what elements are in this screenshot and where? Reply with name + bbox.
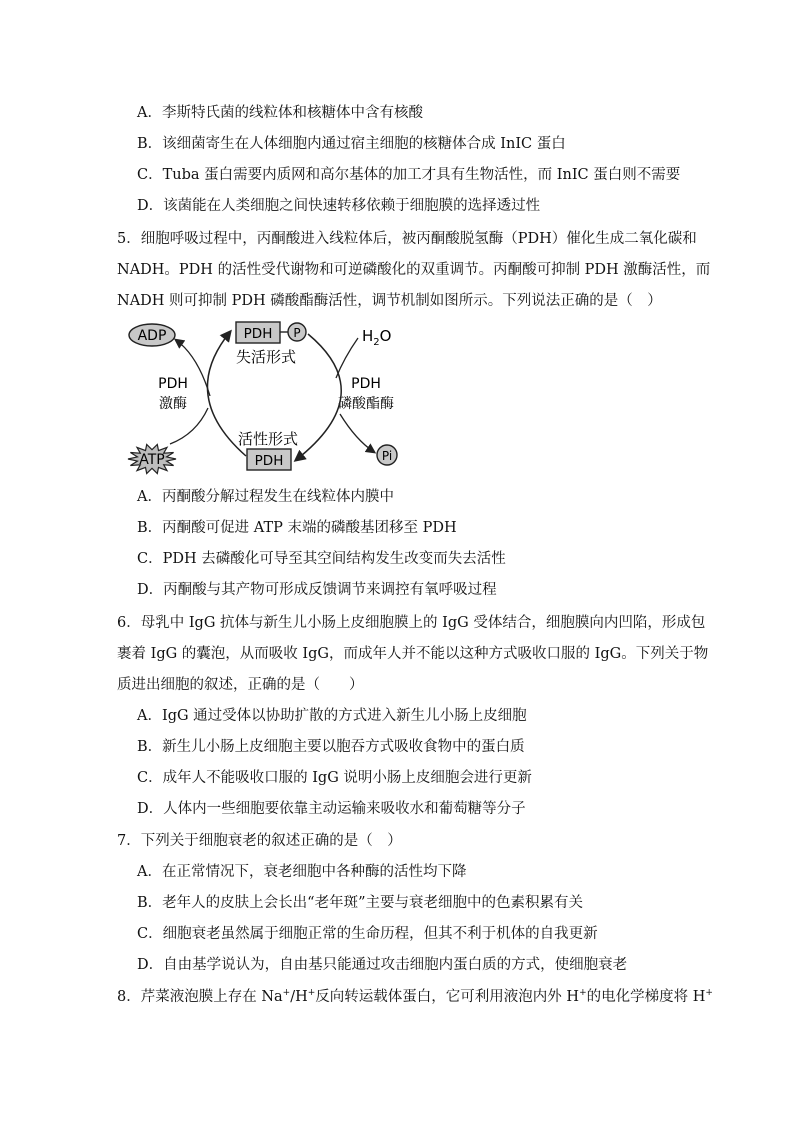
q6-option-d: D．人体内一些细胞要依靠主动运输来吸收水和葡萄糖等分子 (137, 801, 526, 817)
adp-node (129, 324, 175, 346)
q7-option-d: D．自由基学说认为，自由基只能通过攻击细胞内蛋白质的方式，使细胞衰老 (137, 957, 628, 973)
q7-stem: 7．下列关于细胞衰老的叙述正确的是（ ） (117, 833, 402, 849)
atp-node (128, 445, 176, 474)
q7-option-c: C．细胞衰老虽然属于细胞正常的生命历程，但其不利于机体的自我更新 (137, 926, 598, 942)
phosphatase-label-2: 磷酸酯酶 (338, 396, 394, 412)
q4-option-c: C．Tuba 蛋白需要内质网和高尔基体的加工才具有生物活性，而 InIC 蛋白则不需要 (137, 167, 681, 183)
q4-option-d: D．该菌能在人类细胞之间快速转移依赖于细胞膜的选择透过性 (137, 198, 541, 214)
pdh-bottom-label: PDH (254, 453, 284, 469)
phosphate-label: P (293, 326, 301, 340)
q5-stem-line-3: NADH 则可抑制 PDH 磷酸酯酶活性，调节机制如图所示。下列说法正确的是（ ） (117, 293, 662, 309)
q5-stem-line-2: NADH。PDH 的活性受代谢物和可逆磷酸化的双重调节。丙酮酸可抑制 PDH 激酶活性，而 (117, 262, 711, 278)
q5-option-d: D．丙酮酸与其产物可形成反馈调节来调控有氧呼吸过程 (137, 582, 497, 598)
pdh-top-label: PDH (243, 326, 273, 342)
q6-option-c: C．成年人不能吸收口服的 IgG 说明小肠上皮细胞会进行更新 (137, 770, 532, 786)
kinase-label-2: 激酶 (159, 396, 187, 412)
q7-option-b: B．老年人的皮肤上会长出“老年斑”主要与衰老细胞中的色素积累有关 (137, 895, 583, 911)
adp-label: ADP (137, 328, 167, 344)
q5-option-b: B．丙酮酸可促进 ATP 末端的磷酸基团移至 PDH (137, 520, 457, 536)
q5-option-c: C．PDH 去磷酸化可导至其空间结构发生改变而失去活性 (137, 551, 506, 567)
pdh-regulation-diagram (118, 316, 418, 476)
q6-option-a: A．IgG 通过受体以协助扩散的方式进入新生儿小肠上皮细胞 (137, 708, 527, 724)
q8-stem-line-1: 8．芹菜液泡膜上存在 Na+/H+反向转运载体蛋白，它可利用液泡内外 H+的电化学梯度将 H+ (117, 988, 713, 1005)
q4-option-a: A．李斯特氏菌的线粒体和核糖体中含有核酸 (137, 105, 423, 121)
atp-input-line (170, 408, 208, 444)
pi-node (377, 445, 397, 465)
atp-label: ATP (139, 452, 165, 468)
phosphatase-arc-arrow (296, 334, 341, 460)
q4-option-b: B．该细菌寄生在人体细胞内通过宿主细胞的核糖体合成 InIC 蛋白 (137, 136, 566, 152)
pi-label: Pi (381, 449, 393, 463)
q5-stem-line-1: 5．细胞呼吸过程中，丙酮酸进入线粒体后，被丙酮酸脱氢酶（PDH）催化生成二氧化碳和 (117, 231, 697, 247)
q6-stem-line-2: 裹着 IgG 的囊泡，从而吸收 IgG，而成年人并不能以这种方式吸收口服的 IgG。下列关于物 (117, 646, 709, 662)
q6-stem-line-3: 质进出细胞的叙述，正确的是（ ） (117, 677, 364, 693)
pdh-inactive-node (236, 322, 306, 343)
kinase-label-1: PDH (158, 376, 188, 392)
pi-release-arrow (340, 414, 374, 452)
active-form-label: 活性形式 (237, 430, 299, 448)
q5-option-a: A．丙酮酸分解过程发生在线粒体内膜中 (137, 489, 394, 505)
pdh-active-node (247, 449, 291, 470)
q6-option-b: B．新生儿小肠上皮细胞主要以胞吞方式吸收食物中的蛋白质 (137, 739, 525, 755)
q7-option-a: A．在正常情况下，衰老细胞中各种酶的活性均下降 (137, 864, 467, 880)
phosphatase-label-1: PDH (351, 376, 381, 392)
h2o-input-line (336, 338, 358, 378)
h2o-label: $H_2O$ (362, 327, 392, 348)
inactive-form-label: 失活形式 (235, 348, 297, 366)
q6-stem-line-1: 6．母乳中 IgG 抗体与新生儿小肠上皮细胞膜上的 IgG 受体结合，细胞膜向内凹陷，形成包 (117, 615, 706, 631)
